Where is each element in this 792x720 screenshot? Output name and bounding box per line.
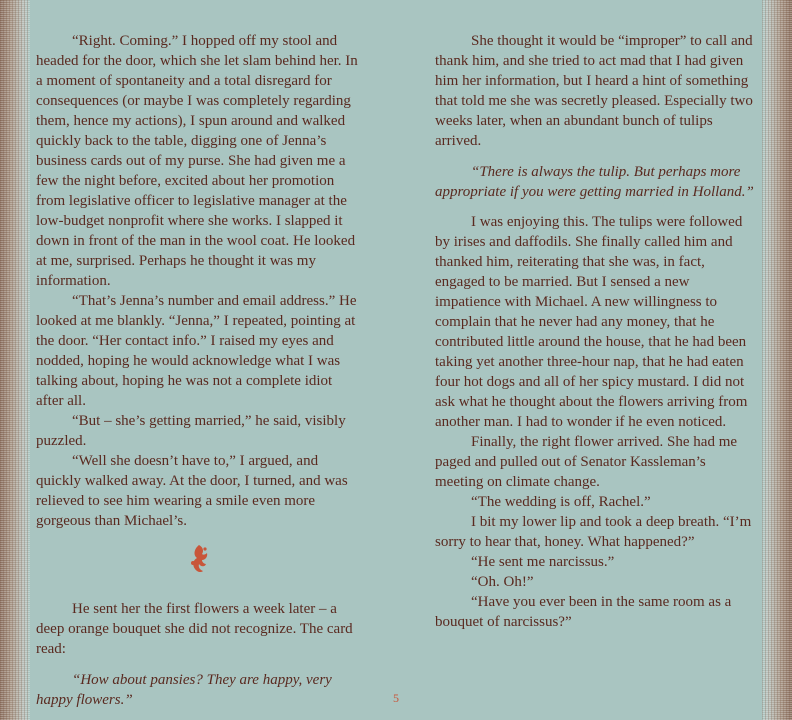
floral-ornament-icon [36,543,362,582]
floral-ornament-svg [187,543,211,575]
paragraph: “Have you ever been in the same room as a bouquet of narcissus?” [435,594,732,630]
paragraph: She thought it would be “improper” to call and thank him, and she tried to act mad that I had given him her information, but I heard a hint of something that told me she was secretly pleased. Especially two weeks later, when an abundant bunch of tulips arrived. [435,33,753,149]
paragraph: I was enjoying this. The tulips were followed by irises and daffodils. She finally called him and thanked him, reiterating that she was, in fact, engaged to be married. But I sensed a new impatience with Michael. A new willingness to complain that he never had any money, that he contributed little around the house, that he had been taking yet another three-hour nap, that he had eaten four hot dogs and all of her spicy mustard. I did not ask what he thought about the flowers arriving from another man. I had to wonder if he even noticed. [435,214,748,430]
page-edge-left [0,0,30,720]
paragraph: “He sent me narcissus.” [471,554,615,570]
italic-quote: “There is always the tulip. But perhaps more appropriate if you were getting married in Holland.” [435,164,754,200]
right-column [435,31,757,632]
paragraph: “But – she’s getting married,” he said, visibly puzzled. [36,413,346,449]
italic-quote: “How about pansies? They are happy, very happy flowers.” [36,672,332,708]
paragraph: Finally, the right flower arrived. She had me paged and pulled out of Senator Kassleman’s meeting on climate change. [435,434,738,490]
paragraph: “Oh. Oh!” [471,574,534,590]
paragraph: “The wedding is off, Rachel.” [471,494,651,510]
paragraph: “Right. Coming.” I hopped off my stool and headed for the door, which she let slam behind her. In a moment of spontaneity and a total disregard for consequences (or maybe I was completely regarding them, hence my actions), I spun around and walked quickly back to the table, digging one of Jenna’s business cards out of my purse. She had given me a few the night before, excited about her promotion from legislative officer to legislative manager at the low-budget nonprofit where she works. I slapped it down in front of the man in the wool coat. He looked at me, surprised. Perhaps he thought it was my information. [36,33,358,289]
paragraph: I bit my lower lip and took a deep breath. “I’m sorry to hear that, honey. What happened?” [435,514,752,550]
paragraph: “Well she doesn’t have to,” I argued, and quickly walked away. At the door, I turned, and was relieved to see him wearing a smile even more gorgeous than Michael’s. [36,453,348,529]
paragraph: He sent her the first flowers a week later – a deep orange bouquet she did not recognize. The card read: [36,601,353,657]
page-number: 5 [393,691,399,705]
page-edge-right [762,0,792,720]
paragraph: “That’s Jenna’s number and email address.” He looked at me blankly. “Jenna,” I repeated, pointing at the door. “Her contact info.” I raised my eyes and nodded, hoping he would acknowledge what I was talking about, hoping he was not a complete idiot after all. [36,293,357,409]
left-column [36,31,362,720]
